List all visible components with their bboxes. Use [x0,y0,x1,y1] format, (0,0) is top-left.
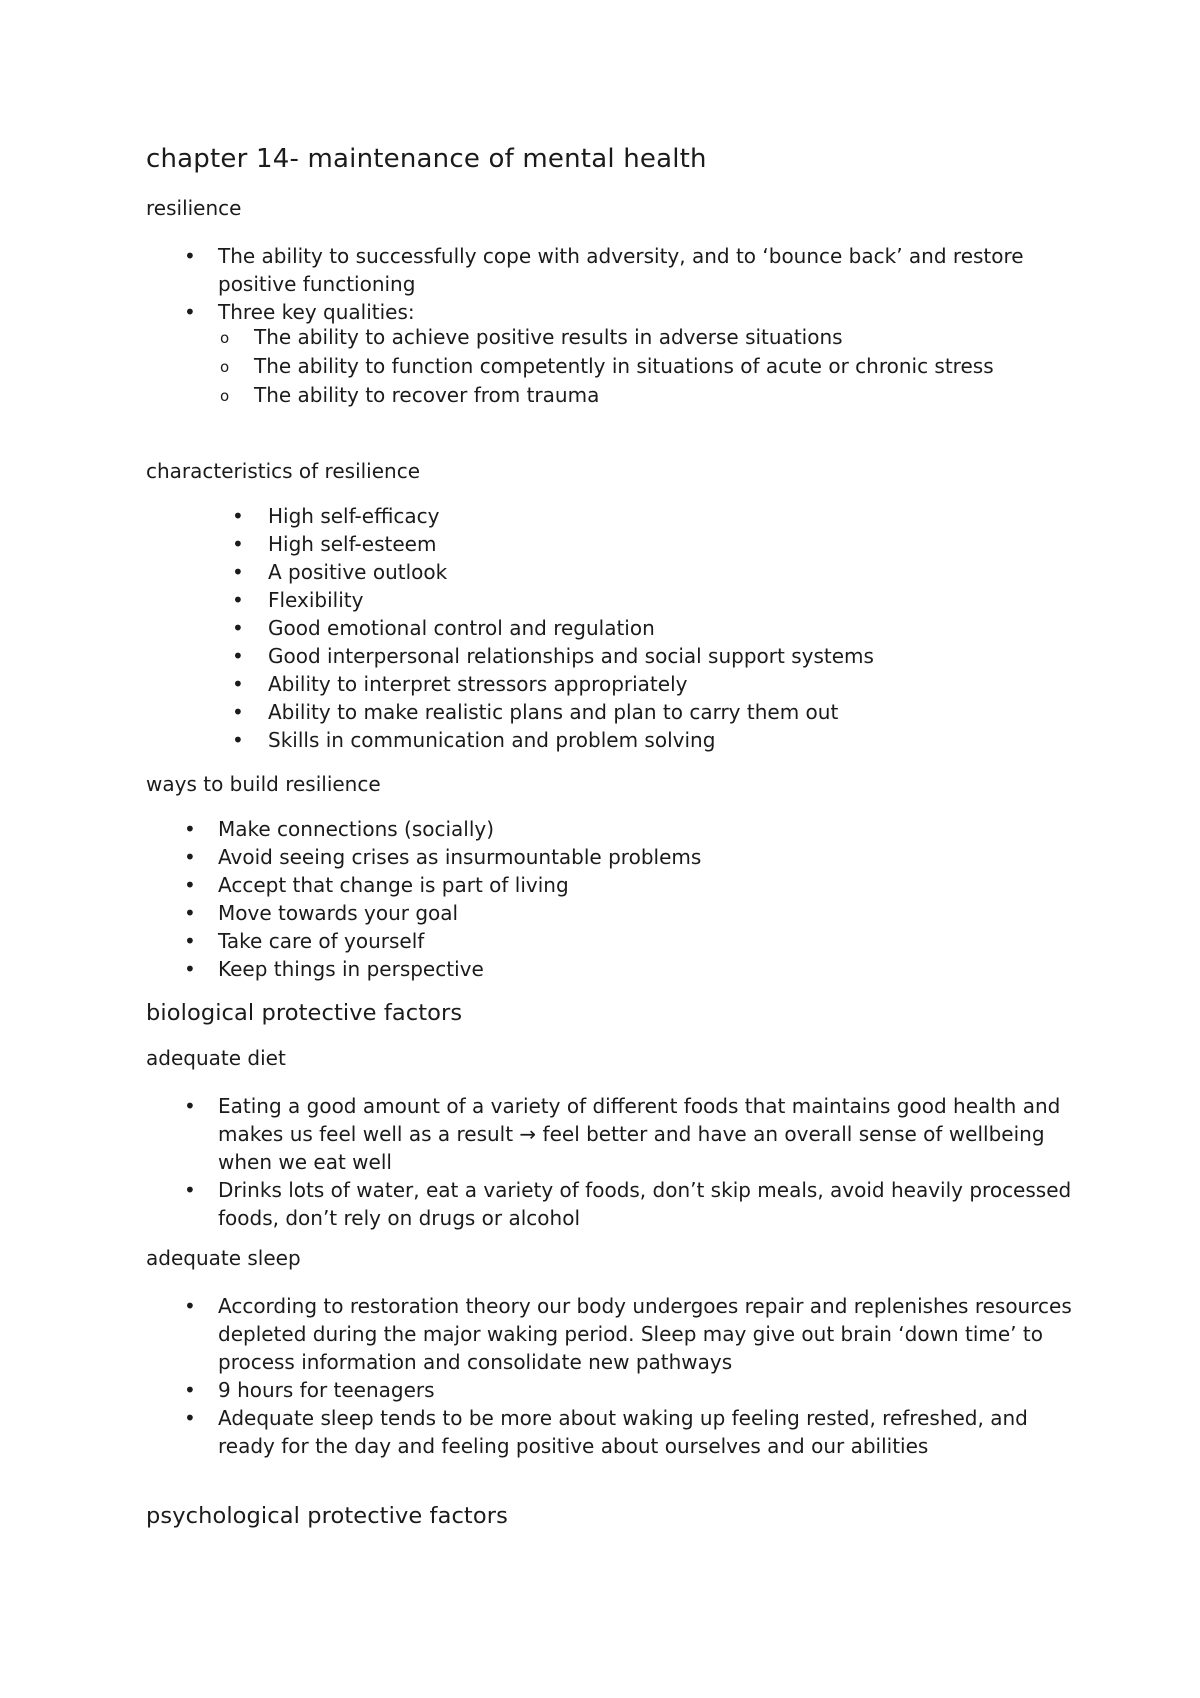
list-item: o The ability to function competently in situations of acute or chronic stress [254,352,1044,381]
list-item: • Three key qualities: [218,298,1078,326]
list-item: • Drinks lots of water, eat a variety of foods, don’t skip meals, avoid heavily processed foods, don’t rely on drugs or alcohol [218,1176,1078,1232]
list-item: • Accept that change is part of living [218,871,1078,899]
list-item: • Ability to interpret stressors appropriately [268,670,1088,698]
list-item: • Eating a good amount of a variety of different foods that maintains good health and makes us feel well as a result → feel better and have an overall sense of wellbeing when we eat well [218,1092,1078,1176]
list-item: o The ability to achieve positive results in adverse situations [254,323,1044,352]
chapter-title: chapter 14- maintenance of mental health [146,144,707,174]
list-item: • The ability to successfully cope with adversity, and to ‘bounce back’ and restore positive functioning [218,242,1078,298]
list-item: • Good emotional control and regulation [268,614,1088,642]
characteristics-heading: characteristics of resilience [146,459,421,483]
key-qualities-list [254,323,1044,410]
diet-list [218,1092,1078,1232]
sleep-list [218,1292,1078,1460]
build-resilience-list [218,815,1078,983]
list-item: • Take care of yourself [218,927,1078,955]
diet-heading: adequate diet [146,1046,286,1070]
list-item: • Skills in communication and problem solving [268,726,1088,754]
sleep-heading: adequate sleep [146,1246,301,1270]
build-resilience-heading: ways to build resilience [146,772,381,796]
resilience-list [218,242,1078,326]
resilience-heading: resilience [146,196,242,220]
list-item: • Make connections (socially) [218,815,1078,843]
list-item: • According to restoration theory our body undergoes repair and replenishes resources depleted during the major waking period. Sleep may give out brain ‘down time’ to process information and consolidate new pathways [218,1292,1078,1376]
list-item: • High self-efficacy [268,502,1088,530]
list-item: • High self-esteem [268,530,1088,558]
list-item: • Flexibility [268,586,1088,614]
list-item: • Move towards your goal [218,899,1078,927]
list-item: o The ability to recover from trauma [254,381,1044,410]
psychological-heading: psychological protective factors [146,1503,508,1529]
list-item: • Avoid seeing crises as insurmountable problems [218,843,1078,871]
characteristics-list [268,502,1088,754]
list-item: • Adequate sleep tends to be more about waking up feeling rested, refreshed, and ready for the day and feeling positive about ourselves and our abilities [218,1404,1078,1460]
list-item: • Good interpersonal relationships and social support systems [268,642,1088,670]
list-item: • 9 hours for teenagers [218,1376,1078,1404]
list-item: • Ability to make realistic plans and plan to carry them out [268,698,1088,726]
list-item: • A positive outlook [268,558,1088,586]
biological-heading: biological protective factors [146,1000,463,1026]
list-item: • Keep things in perspective [218,955,1078,983]
